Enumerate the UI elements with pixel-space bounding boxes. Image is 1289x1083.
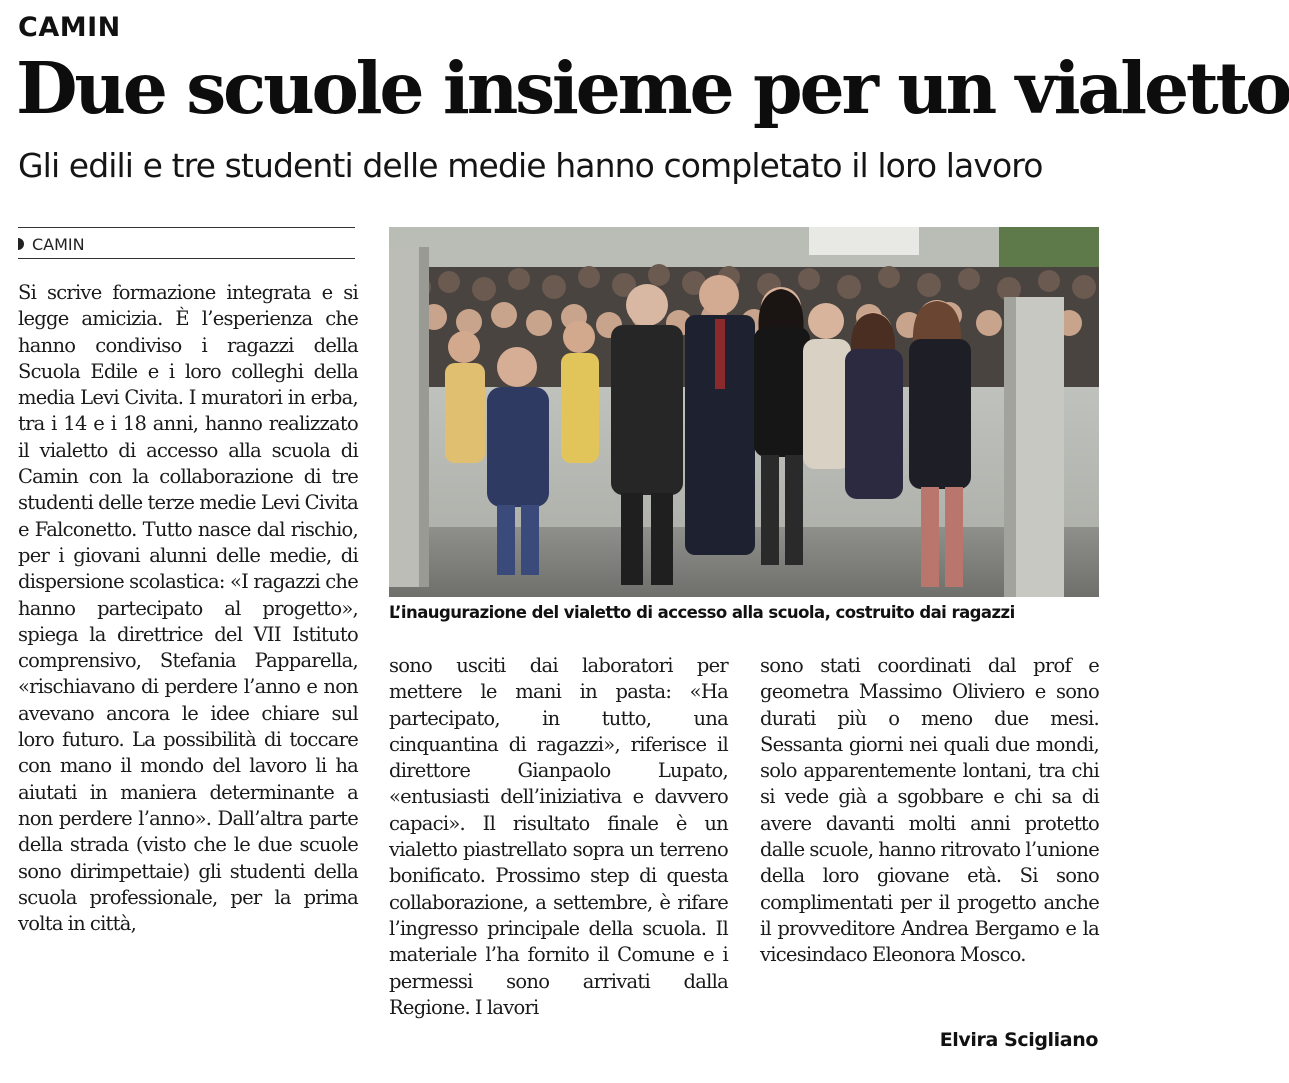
section-rule-top bbox=[18, 227, 355, 228]
article-column-3: sono stati coordinati dal prof e geometra Massimo Oliviero e sono durati più o meno due mesi. Sessanta giorni nei quali due mondi, solo apparentemente lontani, tra chi si vede già a sgobbare e chi sa di avere davanti molti anni protetto dalle scuole, hanno ritrovato l’unione della loro giovane età. Si sono complimentati per il progetto anche il provveditore Andrea Bergamo e la vicesindaco Eleonora Mosco. bbox=[760, 654, 1099, 967]
section-label-text: CAMIN bbox=[32, 234, 85, 254]
section-rule-bottom bbox=[18, 258, 355, 259]
kicker: CAMIN bbox=[18, 12, 121, 43]
half-disc-icon bbox=[18, 238, 24, 250]
subheadline: Gli edili e tre studenti delle medie hanno completato il loro lavoro bbox=[18, 146, 1043, 185]
headline: Due scuole insieme per un vialetto bbox=[16, 46, 1289, 130]
photo-image bbox=[389, 227, 1099, 597]
article-column-2: sono usciti dai laboratori per mettere le mani in pasta: «Ha partecipato, in tutto, una cinquantina di ragazzi», riferisce il direttore Gianpaolo Lupato, «entusiasti dell’iniziativa e davvero capaci». Il risultato finale è un vialetto piastrellato sopra un terreno bonificato. Prossimo step di questa collaborazione, a settembre, è rifare l’ingresso principale della scuola. Il materiale l’ha fornito il Comune e i permessi sono arrivati dalla Regione. I lavori bbox=[389, 654, 728, 1019]
byline: Elvira Scigliano bbox=[939, 1029, 1098, 1051]
article-column-1: Si scrive formazione integrata e si legge amicizia. È l’esperienza che hanno condiviso i ragazzi della Scuola Edile e i loro colleghi della media Levi Civita. I muratori in erba, tra i 14 e i 18 anni, hanno realizzato il vialetto di accesso alla scuola di Camin con la collaborazione di tre studenti delle terze medie Levi Civita e Falconetto. Tutto nasce dal rischio, per i giovani alunni delle medie, di dispersione scolastica: «I ragazzi che hanno partecipato al progetto», spiega la direttrice del VII Istituto comprensivo, Stefania Papparella, «rischiavano di perdere l’anno e non avevano ancora le idee chiare sul loro futuro. La possibilità di toccare con mano il mondo del lavoro li ha aiutati in maniera determinante a non perdere l’anno». Dall’altra parte della strada (visto che le due scuole sono dirimpettaie) gli studenti della scuola professionale, per la prima volta in città, bbox=[18, 281, 358, 936]
section-label bbox=[18, 233, 85, 255]
photo-caption: L’inaugurazione del vialetto di accesso alla scuola, costruito dai ragazzi bbox=[389, 603, 1015, 622]
